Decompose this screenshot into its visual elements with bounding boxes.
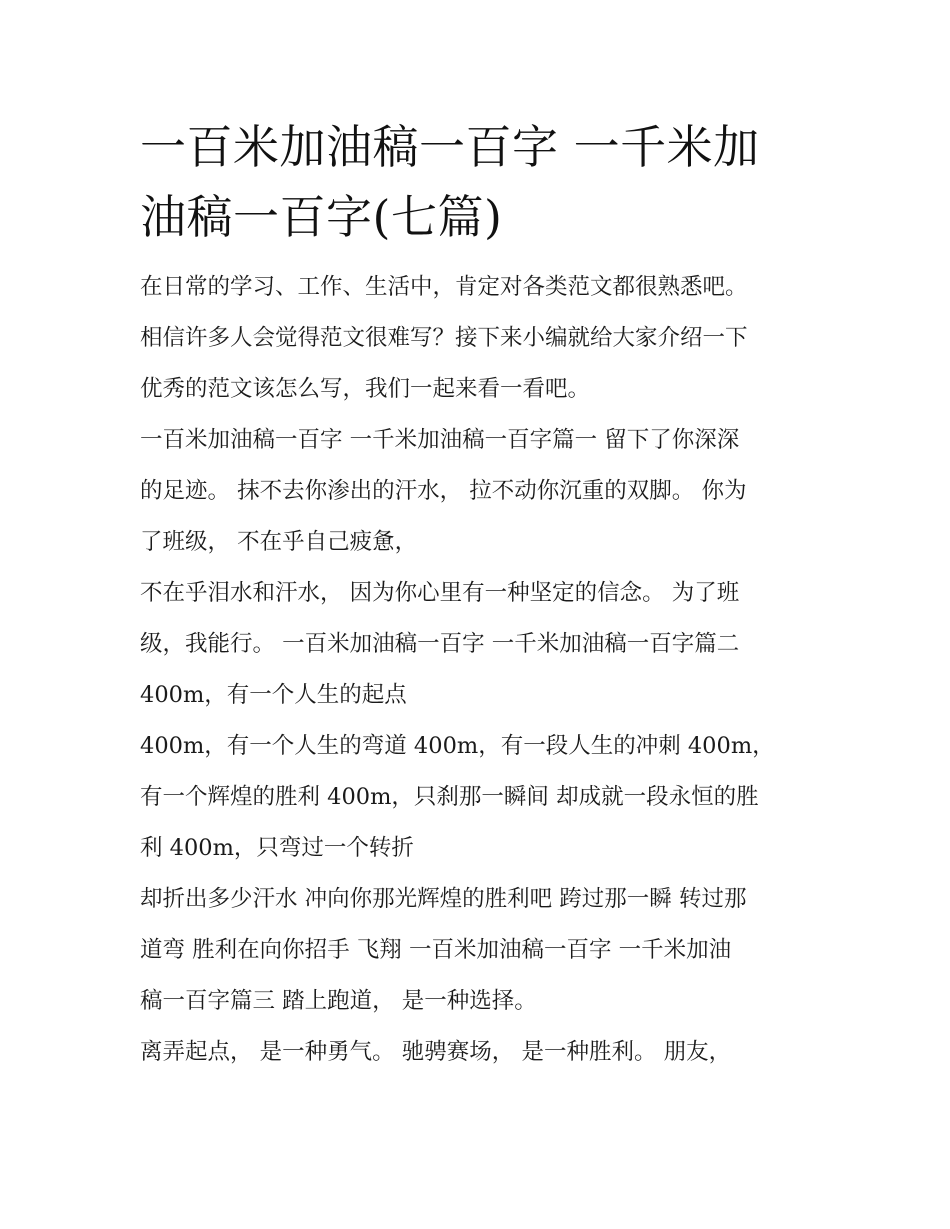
paragraph-5 (140, 1027, 820, 1078)
text-line: 利 400m，只弯过一个转折 (140, 835, 414, 861)
title-line: 一百米加油稿一百字 一千米加 (140, 120, 760, 174)
paragraph-1 (140, 415, 820, 568)
document-title (140, 112, 820, 252)
intro-paragraph (140, 262, 820, 415)
text-line: 离弄起点， 是一种勇气。 驰骋赛场， 是一种胜利。 朋友， (140, 1039, 732, 1065)
text-line: 400m，有一个人生的起点 (140, 682, 407, 708)
document-body (140, 262, 820, 1078)
text-line: 有一个辉煌的胜利 400m，只刹那一瞬间 却成就一段永恒的胜 (140, 784, 759, 810)
text-line: 400m，有一个人生的弯道 400m，有一段人生的冲刺 400m， (140, 733, 775, 759)
text-line: 一百米加油稿一百字 一千米加油稿一百字篇一 留下了你深深 (140, 427, 740, 453)
text-line: 了班级， 不在乎自己疲惫， (140, 529, 418, 555)
text-line: 的足迹。 抹不去你渗出的汗水， 拉不动你沉重的双脚。 你为 (140, 478, 747, 504)
text-line: 相信许多人会觉得范文很难写？接下来小编就给大家介绍一下 (140, 325, 748, 351)
text-line: 却折出多少汗水 冲向你那光辉煌的胜利吧 跨过那一瞬 转过那 (140, 886, 747, 912)
text-line: 在日常的学习、工作、生活中，肯定对各类范文都很熟悉吧。 (140, 274, 748, 300)
paragraph-4 (140, 874, 820, 1027)
paragraph-3 (140, 721, 820, 874)
text-line: 级，我能行。 一百米加油稿一百字 一千米加油稿一百字篇二 (140, 631, 740, 657)
title-line: 油稿一百字(七篇) (140, 190, 503, 244)
paragraph-2 (140, 568, 820, 721)
text-line: 道弯 胜利在向你招手 飞翔 一百米加油稿一百字 一千米加油 (140, 937, 732, 963)
document-page (140, 112, 820, 1078)
text-line: 优秀的范文该怎么写，我们一起来看一看吧。 (140, 376, 591, 402)
text-line: 稿一百字篇三 踏上跑道， 是一种选择。 (140, 988, 537, 1014)
text-line: 不在乎泪水和汗水， 因为你心里有一种坚定的信念。 为了班 (140, 580, 740, 606)
